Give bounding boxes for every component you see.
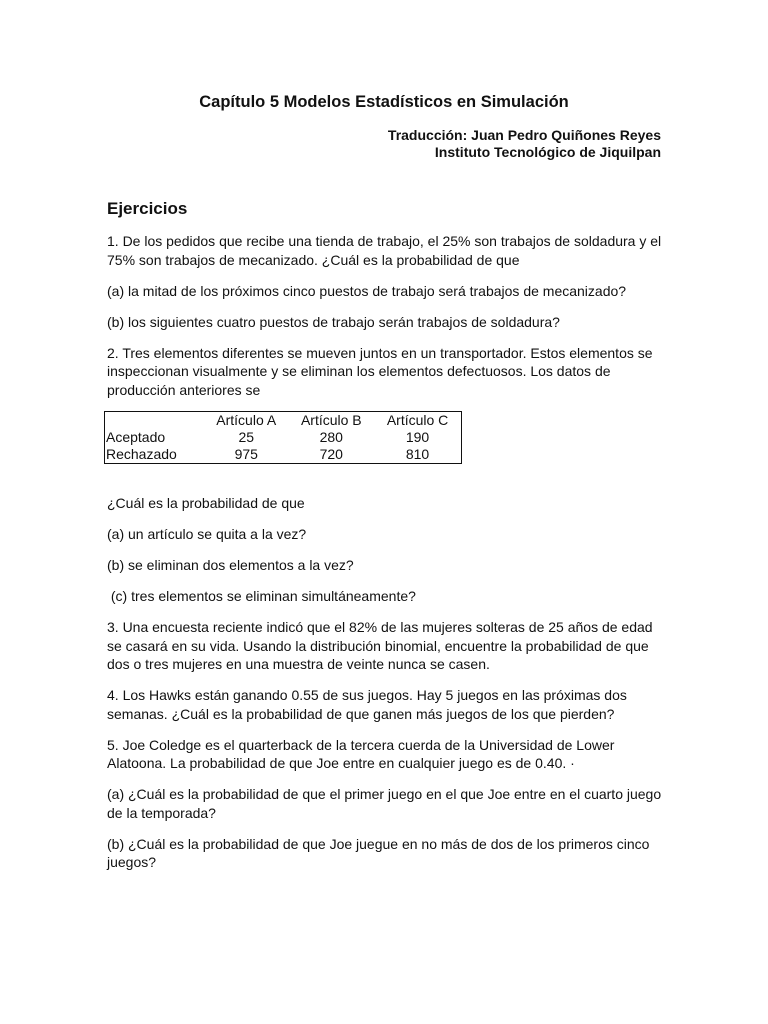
exercise-2-question: ¿Cuál es la probabilidad de que	[107, 495, 305, 511]
table-cell: 975	[234, 446, 258, 462]
table-cell: 25	[238, 429, 255, 445]
exercise-5-part-b: (b) ¿Cuál es la probabilidad de que Joe juegue en no más de dos de los primeros cinco juegos?	[107, 835, 650, 870]
table-header-cell: Artículo A	[216, 412, 277, 428]
exercise-2-part-b: (b) se eliminan dos elementos a la vez?	[107, 557, 354, 573]
table-cell: 720	[319, 446, 343, 462]
exercise-4-statement: 4. Los Hawks están ganando 0.55 de sus juegos. Hay 5 juegos en las próximas dos semanas. ¿Cuál es la probabilidad de que ganen más juegos de los que pierden?	[107, 687, 627, 722]
exercise-2-part-c: (c) tres elementos se eliminan simultáneamente?	[107, 588, 416, 604]
table-header-row	[105, 412, 462, 430]
exercise-1-part-b: (b) los siguientes cuatro puestos de trabajo serán trabajos de soldadura?	[107, 313, 560, 330]
page-title: Capítulo 5 Modelos Estadísticos en Simulación	[199, 93, 569, 111]
exercise-3-statement: 3. Una encuesta reciente indicó que el 82% de las mujeres solteras de 25 años de edad se casará en su vida. Usando la distribución binomial, encuentre la probabilidad de que dos o tres mujeres en una muestra de veinte nunca se casen.	[107, 619, 653, 672]
translator-line: Traducción: Juan Pedro Quiñones Reyes	[387, 127, 661, 143]
table-header-cell: Artículo B	[300, 412, 362, 428]
table-cell: 280	[319, 429, 343, 445]
table-row-label: Rechazado	[106, 446, 177, 462]
exercise-5-part-a: (a) ¿Cuál es la probabilidad de que el primer juego en el que Joe entre en el cuarto juego de la temporada?	[107, 786, 662, 821]
exercise-2-statement: 2. Tres elementos diferentes se mueven juntos en un transportador. Estos elementos se inspeccionan visualmente y se eliminan los elementos defectuosos. Los datos de producción anteriores se	[107, 344, 653, 398]
table-cell: 190	[405, 429, 430, 445]
table-cell: 810	[405, 446, 430, 462]
translation-credits	[388, 127, 661, 161]
institution-line: Instituto Tecnológico de Jiquilpan	[434, 144, 661, 160]
table-row-label: Aceptado	[106, 429, 166, 445]
exercise-2-part-a: (a) un artículo se quita a la vez?	[107, 526, 307, 542]
table-row	[105, 446, 462, 464]
table-header-cell: Artículo C	[386, 412, 449, 428]
exercise-1-part-a: (a) la mitad de los próximos cinco puestos de trabajo será trabajos de mecanizado?	[107, 282, 627, 299]
table-row	[105, 429, 462, 446]
section-heading: Ejercicios	[107, 199, 188, 218]
production-data-table	[104, 411, 462, 464]
exercise-5-statement: 5. Joe Coledge es el quarterback de la tercera cuerda de la Universidad de Lower Alatoona. La probabilidad de que Joe entre en cualquier juego es de 0.40. ·	[107, 736, 615, 771]
table-header-cell	[105, 412, 205, 430]
exercise-1-statement: 1. De los pedidos que recibe una tienda de trabajo, el 25% son trabajos de soldadura y el 75% son trabajos de mecanizado. ¿Cuál es la probabilidad de que	[107, 233, 662, 268]
exercises-body	[107, 232, 663, 884]
